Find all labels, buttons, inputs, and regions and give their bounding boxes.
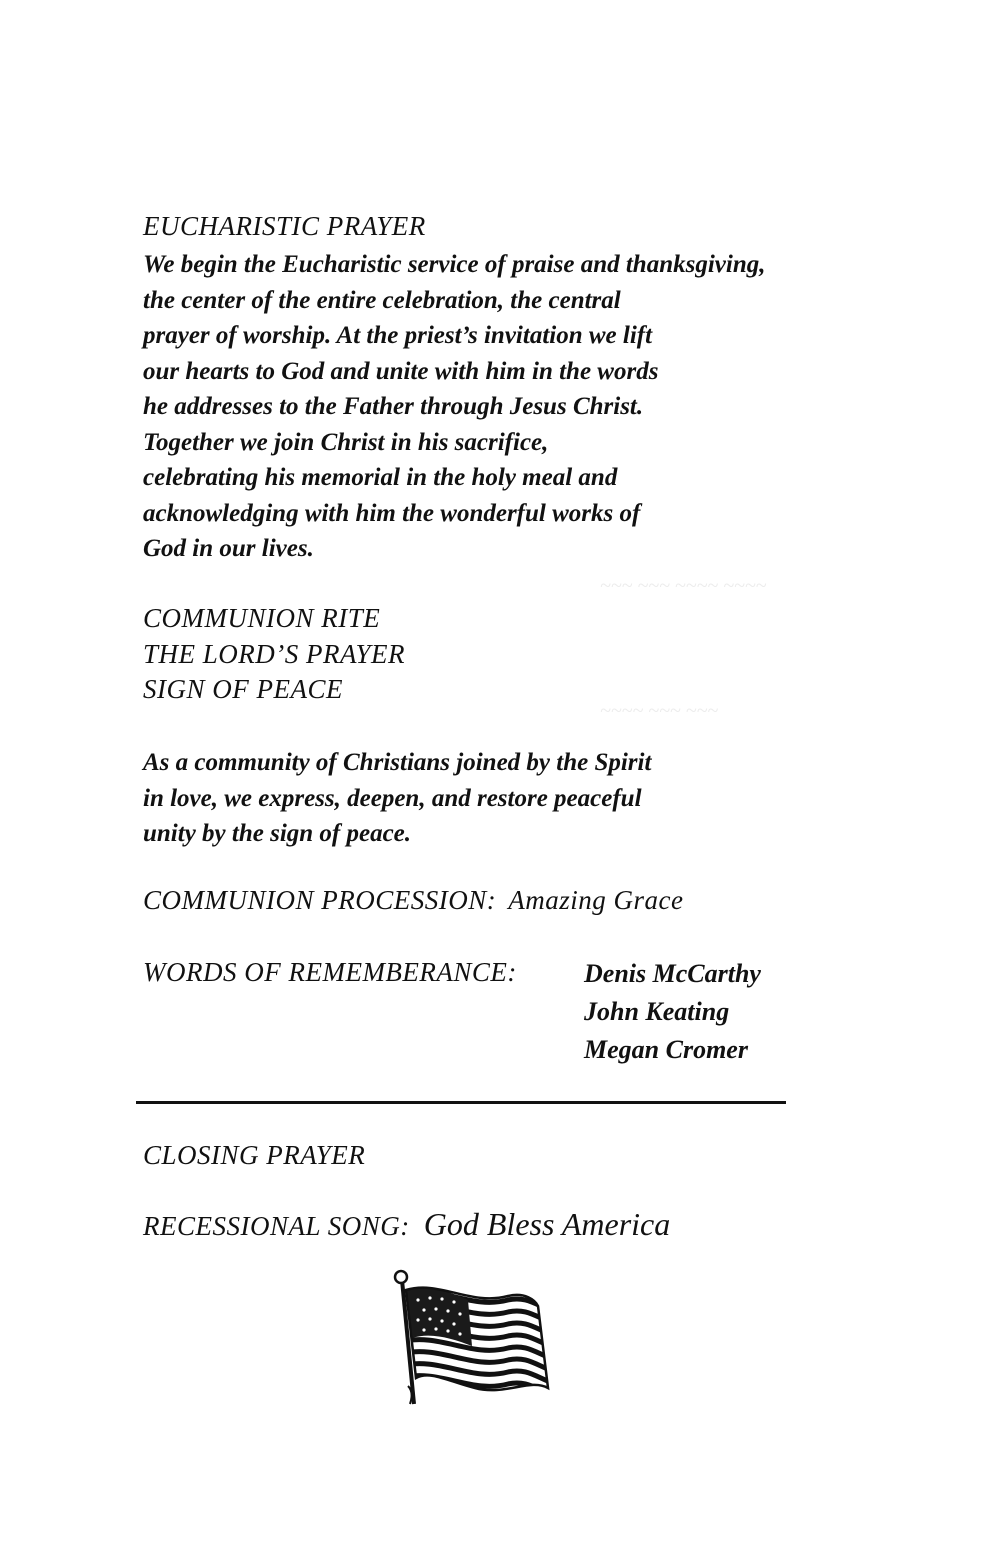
speaker-name: Denis McCarthy (584, 959, 761, 988)
communion-rite-heading: COMMUNION RITE (143, 603, 381, 633)
text-line: We begin the Eucharistic service of praise and thanksgiving, (143, 251, 766, 278)
section-divider (136, 1101, 786, 1104)
recessional-song-label: RECESSIONAL SONG: (143, 1211, 410, 1241)
words-of-rememberance-label: WORDS OF REMEMBERANCE: (143, 957, 517, 987)
speaker-name: John Keating (584, 997, 730, 1026)
lords-prayer-heading: THE LORD’S PRAYER (143, 639, 405, 669)
communion-procession-label: COMMUNION PROCESSION: (143, 885, 497, 915)
communion-procession-line (143, 885, 683, 916)
text-line: prayer of worship. At the priest’s invitation we lift (143, 322, 653, 349)
american-flag-icon (390, 1266, 555, 1416)
communion-procession-song: Amazing Grace (508, 885, 684, 915)
text-line: God in our lives. (143, 535, 314, 562)
text-line: unity by the sign of peace. (143, 820, 412, 847)
text-line: he addresses to the Father through Jesus Christ. (143, 393, 644, 420)
speaker-name: Megan Cromer (584, 1035, 748, 1064)
recessional-song-title: God Bless America (423, 1206, 671, 1242)
text-line: in love, we express, deepen, and restore peaceful (143, 784, 642, 812)
sign-of-peace-text (143, 745, 651, 852)
text-line: As a community of Christians joined by the Spirit (143, 749, 652, 776)
recessional-song-line (143, 1206, 670, 1243)
text-line: acknowledging with him the wonderful works of (143, 499, 641, 527)
text-line: Together we join Christ in his sacrifice, (143, 428, 549, 456)
sign-of-peace-heading: SIGN OF PEACE (143, 674, 343, 704)
text-line: celebrating his memorial in the holy meal and (143, 464, 618, 491)
text-line: the center of the entire celebration, the central (143, 286, 621, 314)
show-through-decoration: ~~~~ ~~~ ~~~ (600, 700, 719, 722)
eucharistic-prayer-heading: EUCHARISTIC PRAYER (143, 211, 426, 241)
text-line: our hearts to God and unite with him in the words (143, 357, 659, 385)
closing-prayer-heading: CLOSING PRAYER (143, 1140, 366, 1170)
rememberance-speakers (584, 955, 761, 1069)
show-through-decoration: ~~~ ~~~ ~~~~ ~~~~ (600, 575, 767, 597)
eucharistic-prayer-text (143, 247, 765, 567)
